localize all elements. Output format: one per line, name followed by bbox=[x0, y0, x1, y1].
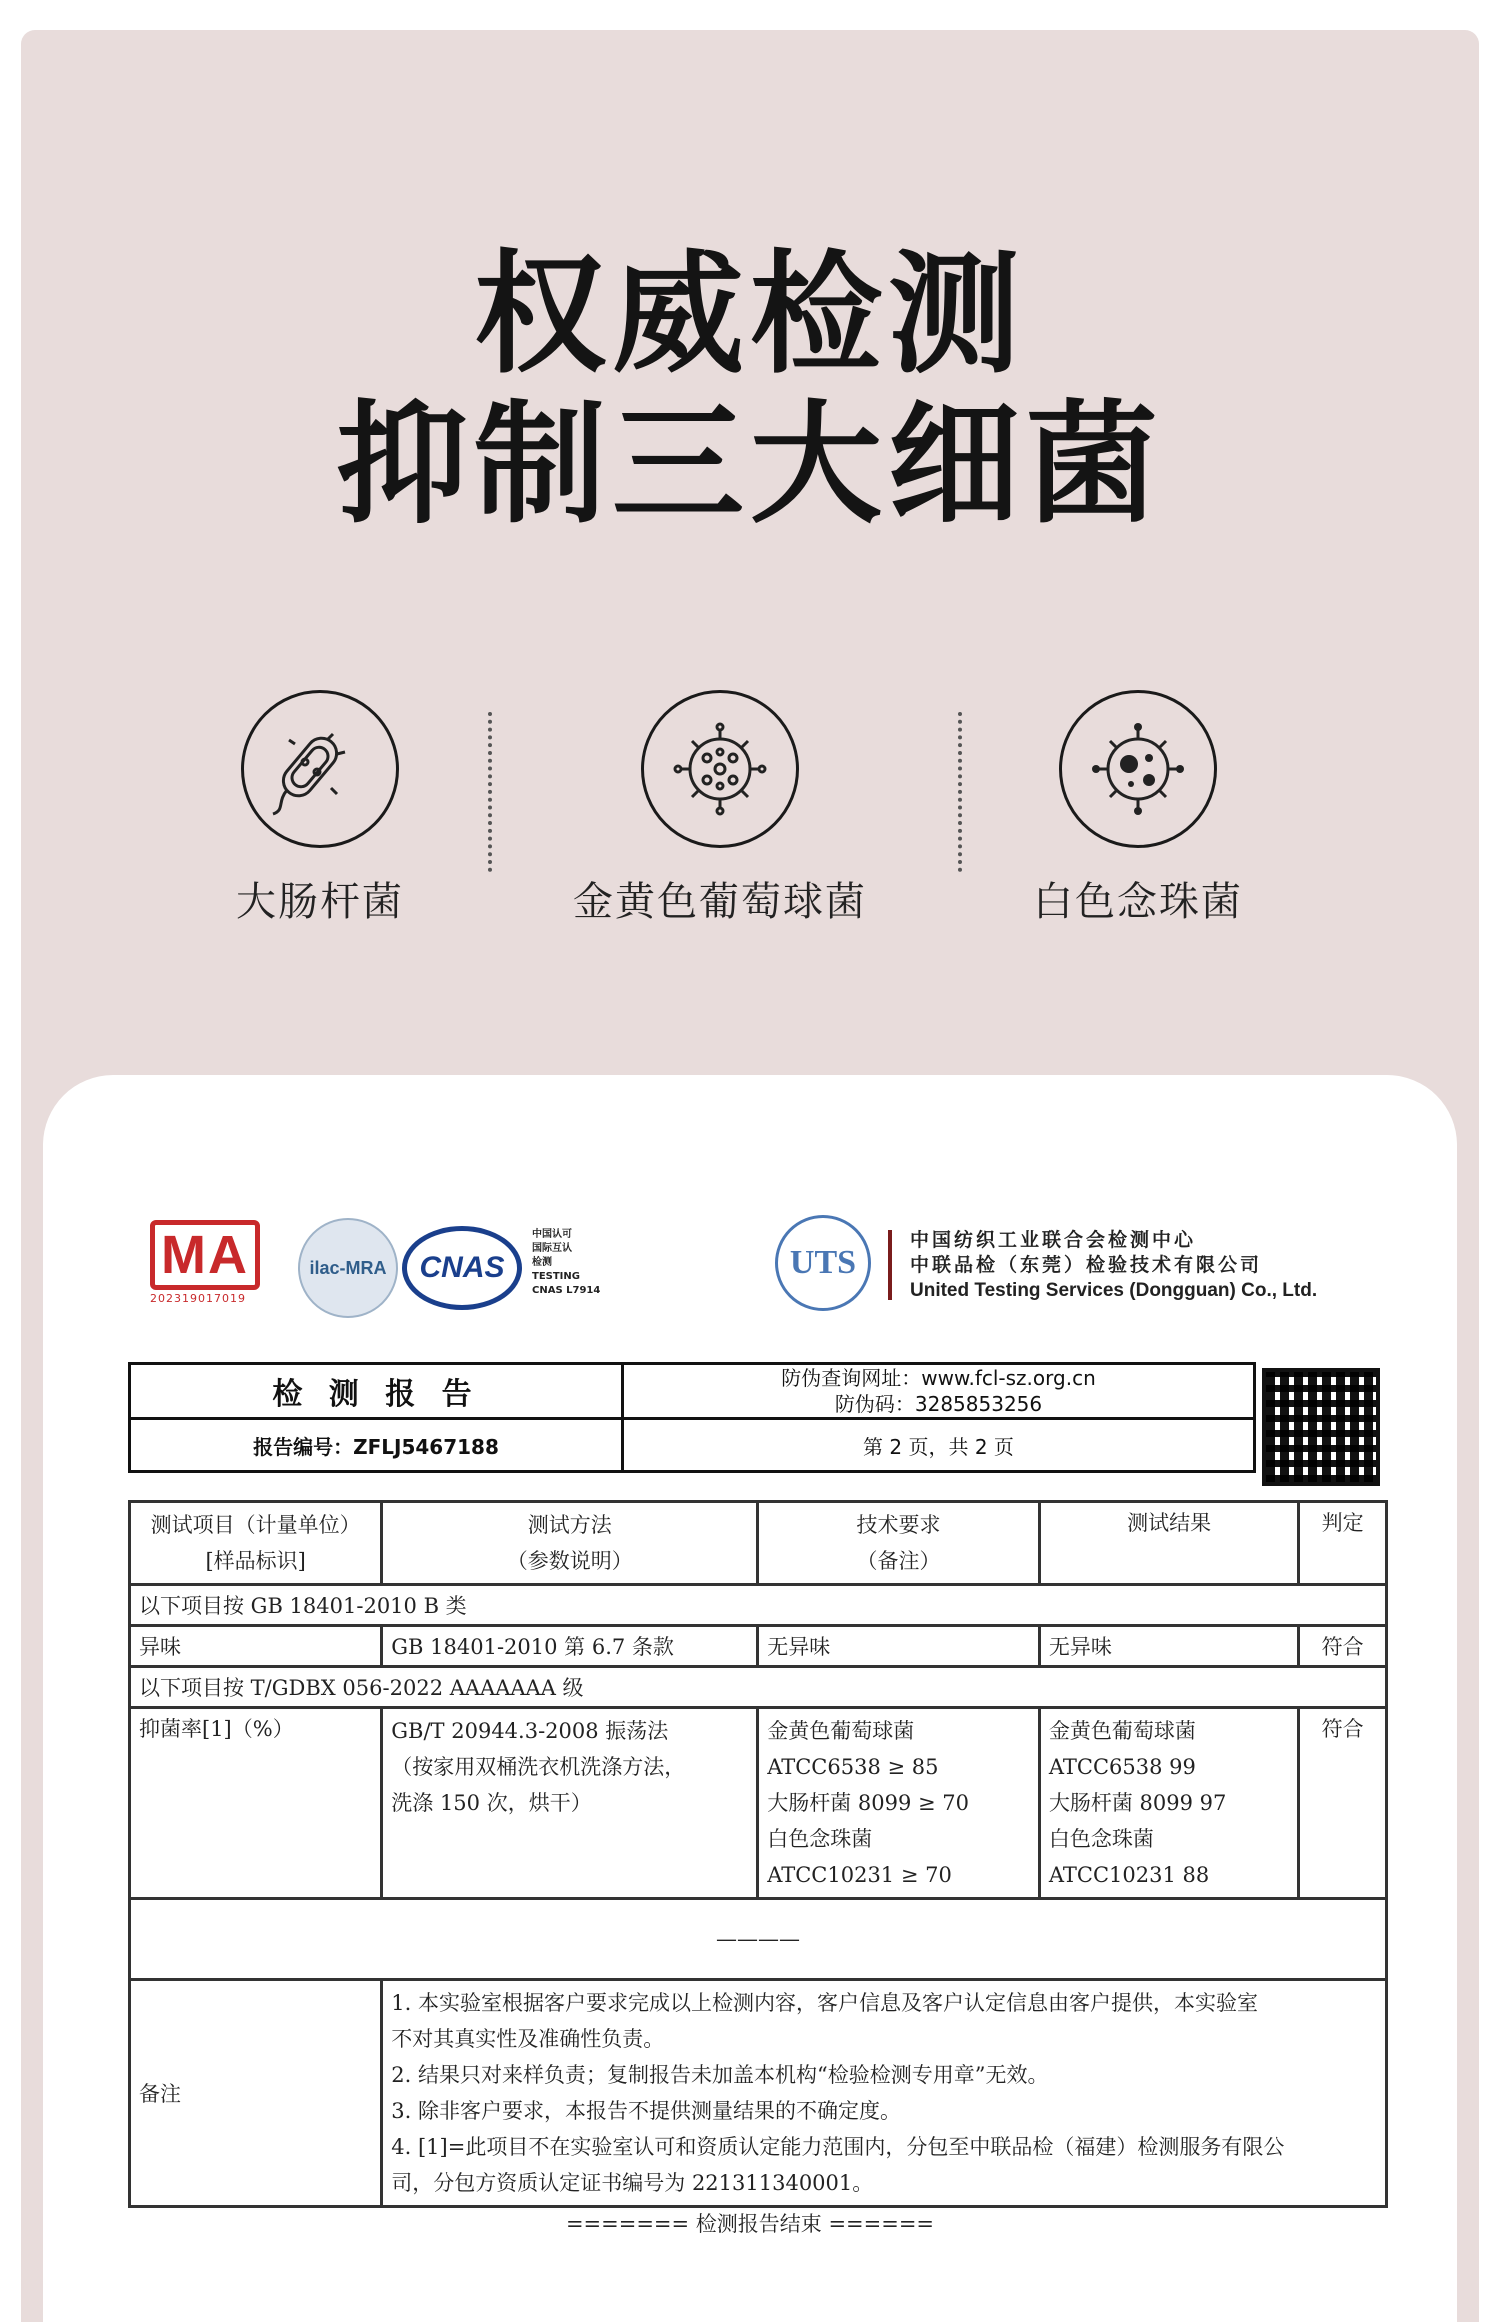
headline-line-2: 抑制三大细菌 bbox=[336, 388, 1164, 542]
cma-logo: MA 202319017019 bbox=[150, 1220, 290, 1300]
logo-bar bbox=[150, 1210, 1400, 1320]
staphylococcus-icon bbox=[641, 690, 799, 848]
bacteria-item-staphylococcus bbox=[510, 690, 930, 927]
table-header-row bbox=[130, 1502, 1387, 1585]
page-indicator: 第 2 页，共 2 页 bbox=[623, 1419, 1255, 1472]
org-name: 中国纺织工业联合会检测中心 中联品检（东莞）检验技术有限公司 United Testing Services (Dongguan) Co., Ltd. bbox=[910, 1229, 1318, 1301]
cnas-logo: CNAS bbox=[402, 1226, 522, 1310]
table-blank-row: ———— bbox=[130, 1899, 1387, 1980]
table-row: 抑菌率[1]（%） GB/T 20944.3-2008 振荡法 （按家用双桶洗衣机洗涤方法， 洗涤 150 次，烘干） 金黄色葡萄球菌 ATCC6538 ≥ 85 大肠杆菌 8099 ≥ 70 白色念珠菌 ATCC10231 ≥ 70 金黄色葡萄球菌 ATCC6538 99 大肠杆菌 8099 97 白色念珠菌 ATCC10231 88 符合 bbox=[130, 1708, 1387, 1899]
bacteria-name-staphylococcus: 金黄色葡萄球菌 bbox=[573, 879, 867, 925]
header-verdict: 判定 bbox=[1299, 1502, 1387, 1585]
bacteria-name-candida: 白色念珠菌 bbox=[1033, 879, 1243, 925]
headline-line-1: 权威检测 bbox=[474, 238, 1026, 392]
bacillus-icon bbox=[241, 690, 399, 848]
bacteria-item-candida bbox=[928, 690, 1348, 927]
verify-info: 防伪查询网址：www.fcl-sz.org.cn 防伪码：3285853256 bbox=[623, 1364, 1255, 1419]
notes-content: 1. 本实验室根据客户要求完成以上检测内容，客户信息及客户认定信息由客户提供，本实验室 不对其真实性及准确性负责。 2. 结果只对来样负责；复制报告未加盖本机构“检验检测专用章”无效。 3. 除非客户要求，本报告不提供测量结果的不确定度。 4. [1]=此项目不在实验室认可和资质认定能力范围内，分包至中联品检（福建）检测服务有限公 司，分包方资质认定证书编号为 221311340001。 bbox=[382, 1980, 1387, 2207]
header-requirement: 技术要求 （备注） bbox=[758, 1502, 1040, 1585]
table-section-row: 以下项目按 GB 18401-2010 B 类 bbox=[130, 1585, 1387, 1626]
report-number: 报告编号：ZFLJ5467188 bbox=[130, 1419, 623, 1472]
qr-code bbox=[1262, 1368, 1380, 1486]
notes-row bbox=[130, 1980, 1387, 2207]
report-title: 检 测 报 告 bbox=[130, 1364, 623, 1419]
divider bbox=[488, 712, 492, 872]
report-end-text: ======= 检测报告结束 ====== bbox=[565, 2212, 935, 2236]
bacteria-item-ecoli bbox=[110, 690, 530, 927]
header-method: 测试方法 （参数说明） bbox=[382, 1502, 758, 1585]
results-table bbox=[128, 1500, 1388, 2208]
candida-icon bbox=[1059, 690, 1217, 848]
cnas-caption: 中国认可 国际互认 检测 TESTING CNAS L7914 bbox=[532, 1229, 601, 1296]
cma-number: 202319017019 bbox=[150, 1292, 246, 1305]
notes-label: 备注 bbox=[130, 1980, 382, 2207]
header-result: 测试结果 bbox=[1039, 1502, 1298, 1585]
report-header-table bbox=[128, 1362, 1256, 1473]
ilac-mra-logo: ilac-MRA bbox=[298, 1218, 398, 1318]
headline bbox=[0, 240, 1500, 540]
bacteria-name-ecoli: 大肠杆菌 bbox=[236, 879, 404, 925]
header-item: 测试项目（计量单位） [样品标识] bbox=[130, 1502, 382, 1585]
uts-logo: UTS bbox=[775, 1215, 871, 1311]
table-section-row: 以下项目按 T/GDBX 056-2022 AAAAAAA 级 bbox=[130, 1667, 1387, 1708]
table-row: 异味 GB 18401-2010 第 6.7 条款 无异味 无异味 符合 bbox=[130, 1626, 1387, 1667]
logo-divider bbox=[888, 1230, 892, 1300]
